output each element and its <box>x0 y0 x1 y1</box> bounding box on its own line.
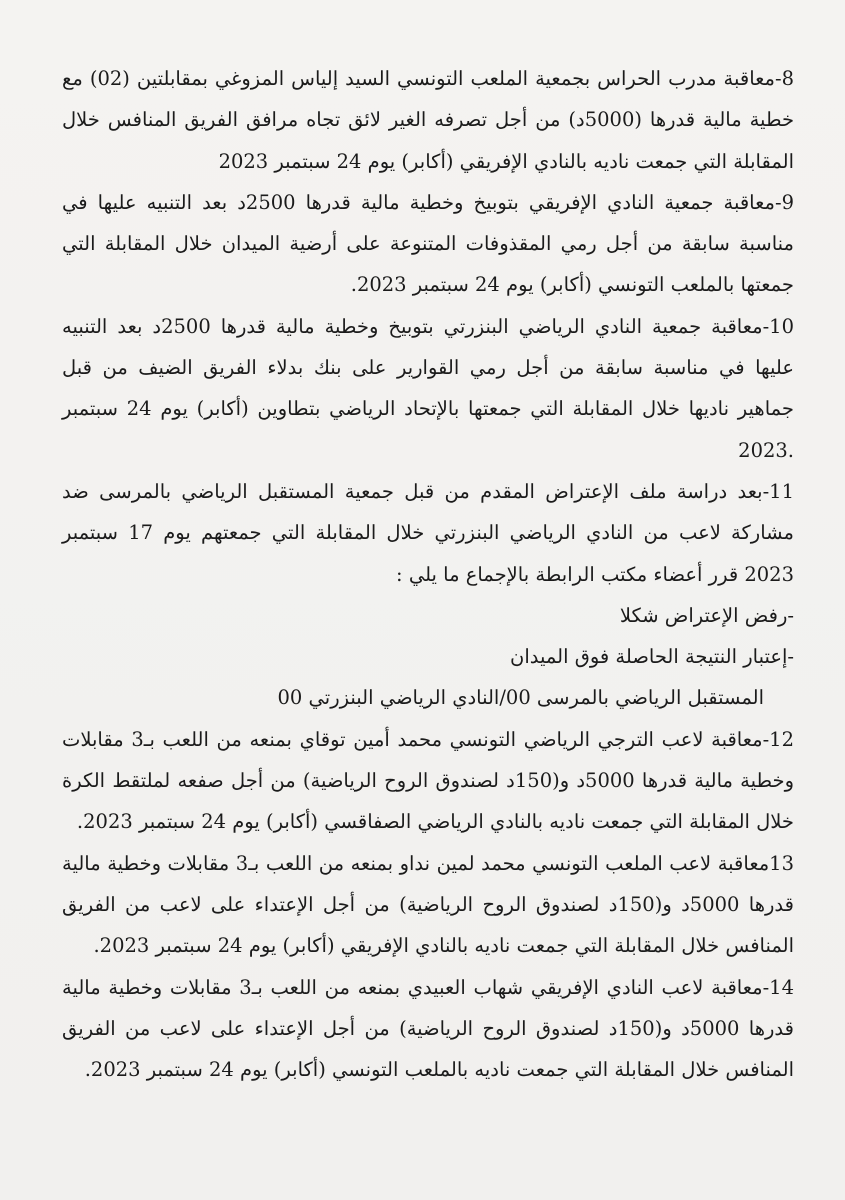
paragraph-item-14: 14-معاقبة لاعب النادي الإفريقي شهاب العبيدي بمنعه من اللعب بـ3 مقابلات وخطية مالية قدرها 5000د و(150د لصندوق الروح الرياضية) من أجل الإعتداء على لاعب من الفريق المنافس خلال المقابلة التي جمعت ناديه بالملعب التونسي (أكابر) يوم 24 سبتمبر 2023. <box>62 975 794 1082</box>
document-body <box>62 58 794 1090</box>
paragraph-item-9: 9-معاقبة جمعية النادي الإفريقي بتوبيخ وخطية مالية قدرها 2500د بعد التنبيه عليها في مناسبة سابقة من أجل رمي المقذوفات المتنوعة على أرضية الميدان خلال المقابلة التي جمعتها بالملعب التونسي (أكابر) يوم 24 سبتمبر 2023. <box>62 190 794 297</box>
paragraph-item-13: 13معاقبة لاعب الملعب التونسي محمد لمين نداو بمنعه من اللعب بـ3 مقابلات وخطية مالية قدرها 5000د و(150د لصندوق الروح الرياضية) من أجل الإعتداء على لاعب من الفريق المنافس خلال المقابلة التي جمعت ناديه بالنادي الإفريقي (أكابر) يوم 24 سبتمبر 2023. <box>62 851 794 958</box>
paragraph-item-12: 12-معاقبة لاعب الترجي الرياضي التونسي محمد أمين توقاي بمنعه من اللعب بـ3 مقابلات وخطية مالية قدرها 5000د و(150د لصندوق الروح الرياضية) من أجل صفعه لملتقط الكرة خلال المقابلة التي جمعت ناديه بالنادي الرياضي الصفاقسي (أكابر) يوم 24 سبتمبر 2023. <box>62 727 794 834</box>
paragraph-item-10: 10-معاقبة جمعية النادي الرياضي البنزرتي بتوبيخ وخطية مالية قدرها 2500د بعد التنبيه عليها في مناسبة سابقة من أجل رمي القوارير على بنك بدلاء الفريق الضيف من قبل جماهير ناديها خلال المقابلة التي جمعتها بالإتحاد الرياضي بتطاوين (أكابر) يوم 24 سبتمبر .2023 <box>62 314 794 462</box>
decision-result-line: -إعتبار النتيجة الحاصلة فوق الميدان <box>510 645 794 669</box>
decision-reject-line: -رفض الإعتراض شكلا <box>619 603 794 627</box>
match-score-line: المستقبل الرياضي بالمرسى 00/النادي الرياضي البنزرتي 00 <box>277 686 764 710</box>
paragraph-item-8: 8-معاقبة مدرب الحراس بجمعية الملعب التونسي السيد إلياس المزوغي بمقابلتين (02) مع خطية مالية قدرها (5000د) من أجل تصرفه الغير لائق تجاه مرافق الفريق المنافس خلال المقابلة التي جمعت ناديه بالنادي الإفريقي (أكابر) يوم 24 سبتمبر 2023 <box>62 67 794 173</box>
paragraph-item-11: 11-بعد دراسة ملف الإعتراض المقدم من قبل جمعية المستقبل الرياضي بالمرسى ضد مشاركة لاعب من النادي الرياضي البنزرتي خلال المقابلة التي جمعتهم يوم 17 سبتمبر 2023 قرر أعضاء مكتب الرابطة بالإجماع ما يلي : <box>62 479 794 586</box>
